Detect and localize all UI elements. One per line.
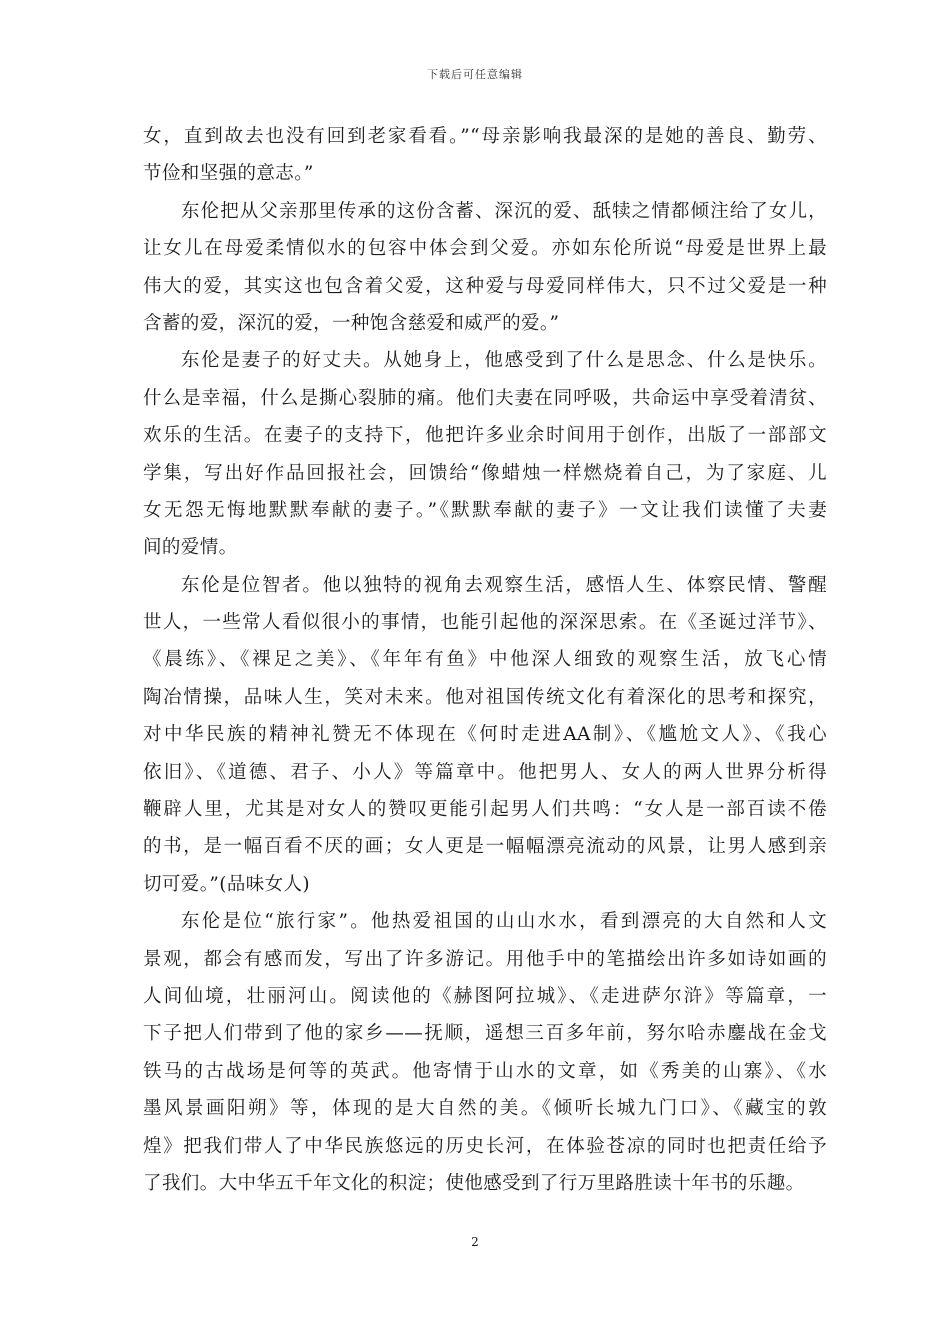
paragraph xyxy=(143,342,827,566)
page-header: 下载后可任意编辑 xyxy=(427,68,523,81)
paragraph xyxy=(143,903,827,1202)
text-line: 女，直到故去也没有回到老家看看。”“母亲影响我最深的是她的善良、勤劳、 xyxy=(143,126,827,147)
text-line: 什么是幸福，什么是撕心裂肺的痛。他们夫妻在同呼吸，共命运中享受着清贫、 xyxy=(143,387,827,409)
text-line: 对中华民族的精神礼赞无不体现在《何时走进AA制》、《尴尬文人》、《我心 xyxy=(143,724,827,746)
text-line: 依旧》、《道德、君子、小人》等篇章中。他把男人、女人的两人世界分析得 xyxy=(143,761,827,783)
text-line: 世人，一些常人看似很小的事情，也能引起他的深深思索。在《圣诞过洋节》、 xyxy=(143,612,827,634)
text-line: 切可爱。”(品味女人) xyxy=(143,873,311,895)
text-line: 人间仙境，壮丽河山。阅读他的《赫图阿拉城》、《走进萨尔浒》等篇章，一 xyxy=(143,985,827,1007)
text-line: 女无怨无悔地默默奉献的妻子。”《默默奉献的妻子》一文让我们读懂了夫妻 xyxy=(143,499,827,521)
text-line: 了我们。大中华五千年文化的积淀；使他感受到了行万里路胜读十年书的乐趣。 xyxy=(143,1172,805,1194)
text-line: 《晨练》、《裸足之美》、《年年有鱼》中他深人细致的观察生活，放飞心情 xyxy=(143,649,827,671)
text-line: 东伦是位智者。他以独特的视角去观察生活，感悟人生、体察民情、警醒 xyxy=(181,574,827,596)
text-line: 铁马的古战场是何等的英武。他寄情于山水的文章，如《秀美的山寨》、《水 xyxy=(143,1060,827,1082)
text-line: 学集，写出好作品回报社会，回馈给“像蜡烛一样燃烧着自己，为了家庭、儿 xyxy=(143,462,827,484)
text-line: 让女儿在母爱柔情似水的包容中体会到父爱。亦如东伦所说“母爱是世界上最 xyxy=(143,238,827,260)
text-line: 景观，都会有感而发，写出了许多游记。用他手中的笔描绘出许多如诗如画的 xyxy=(143,948,827,970)
text-line: 陶冶情操，品味人生，笑对未来。他对祖国传统文化有着深化的思考和探究， xyxy=(143,686,827,708)
text-line: 的书，是一幅百看不厌的画；女人更是一幅幅漂亮流动的风景，让男人感到亲 xyxy=(143,836,827,858)
text-line: 欢乐的生活。在妻子的支持下，他把许多业余时间用于创作，出版了一部部文 xyxy=(143,425,827,447)
text-line: 伟大的爱，其实这也包含着父爱，这种爱与母爱同样伟大，只不过父爱是一种 xyxy=(143,275,827,297)
text-line: 鞭辟人里，尤其是对女人的赞叹更能引起男人们共鸣：“女人是一部百读不倦 xyxy=(143,799,827,821)
text-line: 墨风景画阳朔》等，体现的是大自然的美。《倾听长城九门口》、《藏宝的敦 xyxy=(143,1098,827,1120)
text-line: 节俭和坚强的意志。” xyxy=(143,163,314,185)
text-line: 东伦是妻子的好丈夫。从她身上，他感受到了什么是思念、什么是快乐。 xyxy=(181,350,827,372)
text-line: 东伦是位“旅行家”。他热爱祖国的山山水水，看到漂亮的大自然和人文 xyxy=(181,911,827,933)
text-line: 煌》把我们带人了中华民族悠远的历史长河，在体验苍凉的同时也把责任给予 xyxy=(143,1135,827,1157)
page-number: 2 xyxy=(471,1235,479,1249)
text-line: 东伦把从父亲那里传承的这份含蓄、深沉的爱、舐犊之情都倾注给了女儿， xyxy=(181,200,827,222)
text-line: 下子把人们带到了他的家乡——抚顺，遥想三百多年前，努尔哈赤鏖战在金戈 xyxy=(143,1023,827,1045)
paragraph xyxy=(143,567,827,904)
paragraph xyxy=(143,118,827,193)
text-line: 间的爱情。 xyxy=(143,537,238,559)
paragraph xyxy=(143,193,827,343)
text-line: 含蓄的爱，深沉的爱，一种饱含慈爱和威严的爱。” xyxy=(143,312,560,334)
body-text xyxy=(143,118,827,1202)
